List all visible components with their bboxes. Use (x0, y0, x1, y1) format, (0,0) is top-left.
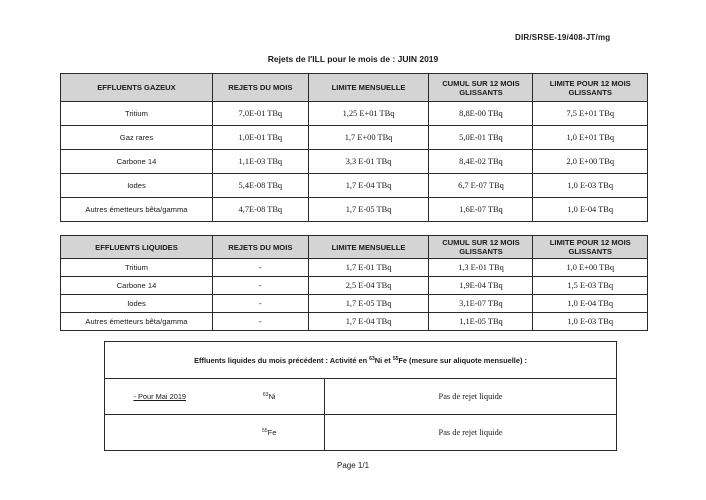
rolling-12m-limit: 2,0 E+00 TBq (533, 150, 648, 174)
page-title: Rejets de l'ILL pour le mois de : JUIN 2019 (267, 54, 439, 64)
table-row (61, 313, 648, 331)
rolling-12m-total: 8,8E-00 TBq (429, 102, 533, 126)
page-number: Page 1/1 (336, 461, 370, 470)
period-empty (105, 415, 215, 451)
effluent-name: Autres émetteurs bêta/gamma (61, 313, 213, 331)
isotope-mass: 55 (262, 428, 268, 434)
rolling-12m-limit: 7,5 E+01 TBq (533, 102, 648, 126)
monthly-limit: 1,7 E-05 TBq (308, 198, 429, 222)
release-value: Pas de rejet liquide (325, 379, 617, 415)
heading-prefix: Effluents liquides du mois précédent : Activité en (194, 355, 370, 365)
column-header: LIMITE POUR 12 MOIS GLISSANTS (533, 236, 648, 259)
rolling-12m-total: 1,9E-04 TBq (429, 277, 533, 295)
rolling-12m-limit: 1,0 E-04 TBq (533, 295, 648, 313)
rolling-12m-limit: 1,0 E-03 TBq (533, 174, 648, 198)
table-row (61, 295, 648, 313)
rolling-12m-total: 1,6E-07 TBq (429, 198, 533, 222)
period-label: - Pour Mai 2019 (105, 379, 215, 415)
monthly-release: 4,7E-08 TBq (212, 198, 308, 222)
column-header: CUMUL SUR 12 MOIS GLISSANTS (429, 74, 533, 102)
monthly-release: 7,0E-01 TBq (212, 102, 308, 126)
effluent-name: Iodes (61, 295, 213, 313)
rolling-12m-total: 5,0E-01 TBq (429, 126, 533, 150)
rolling-12m-total: 1,1E-05 TBq (429, 313, 533, 331)
rolling-12m-limit: 1,0 E+01 TBq (533, 126, 648, 150)
table-row (61, 259, 648, 277)
table-row (105, 379, 617, 415)
table-row (61, 150, 648, 174)
table-row (61, 126, 648, 150)
monthly-release: - (212, 313, 308, 331)
effluent-name: Tritium (61, 102, 213, 126)
isotope-mass: 55 (392, 355, 399, 362)
monthly-limit: 1,7 E-04 TBq (308, 174, 429, 198)
effluent-name: Autres émetteurs bêta/gamma (61, 198, 213, 222)
effluent-name: Iodes (61, 174, 213, 198)
rolling-12m-total: 3,1E-07 TBq (429, 295, 533, 313)
column-header: REJETS DU MOIS (212, 74, 308, 102)
column-header: LIMITE POUR 12 MOIS GLISSANTS (533, 74, 648, 102)
release-value: Pas de rejet liquide (325, 415, 617, 451)
rolling-12m-total: 6,7 E-07 TBq (429, 174, 533, 198)
table-row (61, 102, 648, 126)
column-header: EFFLUENTS LIQUIDES (61, 236, 213, 259)
column-header: EFFLUENTS GAZEUX (61, 74, 213, 102)
rolling-12m-total: 8,4E-02 TBq (429, 150, 533, 174)
isotope-element: Ni (268, 392, 276, 401)
monthly-release: - (212, 277, 308, 295)
rolling-12m-limit: 1,5 E-03 TBq (533, 277, 648, 295)
monthly-limit: 1,7 E-04 TBq (308, 313, 429, 331)
monthly-release: 1,1E-03 TBq (212, 150, 308, 174)
rolling-12m-limit: 1,0 E+00 TBq (533, 259, 648, 277)
monthly-release: 5,4E-08 TBq (212, 174, 308, 198)
isotope-cell (215, 415, 325, 451)
column-header: LIMITE MENSUELLE (308, 236, 429, 259)
effluent-name: Gaz rares (61, 126, 213, 150)
column-header: LIMITE MENSUELLE (308, 74, 429, 102)
previous-month-table (104, 341, 617, 451)
monthly-limit: 3,3 E-01 TBq (308, 150, 429, 174)
isotope-cell (215, 379, 325, 415)
rolling-12m-limit: 1,0 E-03 TBq (533, 313, 648, 331)
monthly-limit: 2,5 E-04 TBq (308, 277, 429, 295)
previous-month-heading (105, 342, 617, 379)
table-row (105, 415, 617, 451)
monthly-release: 1,0E-01 TBq (212, 126, 308, 150)
isotope-element: Fe (267, 428, 277, 437)
isotope-mass: 63 (369, 355, 375, 362)
liquid-effluents-table (60, 235, 648, 331)
monthly-release: - (212, 259, 308, 277)
effluent-name: Tritium (61, 259, 213, 277)
monthly-limit: 1,7 E-05 TBq (308, 295, 429, 313)
column-header: REJETS DU MOIS (212, 236, 308, 259)
isotope-mass: 63 (262, 392, 269, 398)
rolling-12m-total: 1,3 E-01 TBq (429, 259, 533, 277)
column-header: CUMUL SUR 12 MOIS GLISSANTS (429, 236, 533, 259)
monthly-limit: 1,7 E-01 TBq (308, 259, 429, 277)
monthly-release: - (212, 295, 308, 313)
monthly-limit: 1,7 E+00 TBq (308, 126, 429, 150)
table-row (61, 198, 648, 222)
heading-element: Ni et (374, 355, 393, 365)
heading-element: Fe (mesure sur aliquote mensuelle) : (398, 355, 527, 365)
table-row (61, 174, 648, 198)
table-header-row (61, 74, 648, 102)
table-row (61, 277, 648, 295)
monthly-limit: 1,25 E+01 TBq (308, 102, 429, 126)
table-header-row (61, 236, 648, 259)
document-reference: DIR/SRSE-19/408-JT/mg (515, 33, 611, 42)
rolling-12m-limit: 1,0 E-04 TBq (533, 198, 648, 222)
effluent-name: Carbone 14 (61, 277, 213, 295)
effluent-name: Carbone 14 (61, 150, 213, 174)
gaseous-effluents-table (60, 73, 648, 222)
